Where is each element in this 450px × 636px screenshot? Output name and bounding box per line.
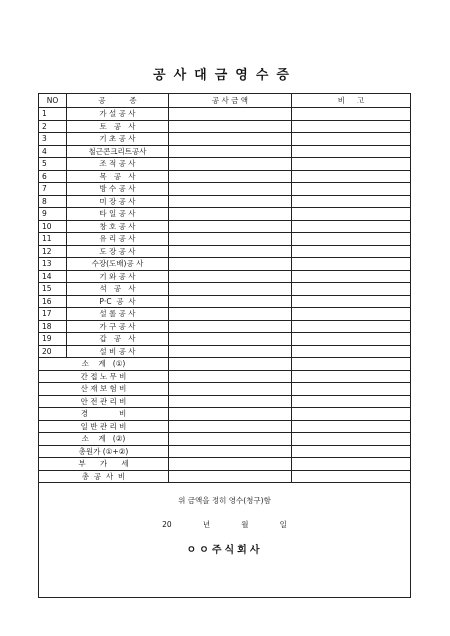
item-amount-cell[interactable] bbox=[169, 158, 292, 171]
summary-label: 안 전 관 리 비 bbox=[39, 395, 169, 408]
summary-label: 총원가 (①+②) bbox=[39, 445, 169, 458]
item-amount-cell[interactable] bbox=[169, 320, 292, 333]
item-row bbox=[39, 195, 411, 208]
item-note-cell[interactable] bbox=[292, 333, 411, 346]
summary-note-cell[interactable] bbox=[292, 358, 411, 371]
summary-amount-cell[interactable] bbox=[169, 383, 292, 396]
summary-note-cell[interactable] bbox=[292, 408, 411, 421]
item-no: 5 bbox=[39, 158, 67, 171]
item-no: 13 bbox=[39, 258, 67, 271]
item-note-cell[interactable] bbox=[292, 258, 411, 271]
item-amount-cell[interactable] bbox=[169, 283, 292, 296]
summary-amount-cell[interactable] bbox=[169, 420, 292, 433]
item-no: 16 bbox=[39, 295, 67, 308]
summary-note-cell[interactable] bbox=[292, 420, 411, 433]
item-no: 14 bbox=[39, 270, 67, 283]
item-note-cell[interactable] bbox=[292, 220, 411, 233]
item-type: P·C 공 사 bbox=[67, 295, 169, 308]
item-row bbox=[39, 295, 411, 308]
summary-label: 경 비 bbox=[39, 408, 169, 421]
item-no: 4 bbox=[39, 145, 67, 158]
item-type: 목 공 사 bbox=[67, 170, 169, 183]
item-row bbox=[39, 333, 411, 346]
item-amount-cell[interactable] bbox=[169, 133, 292, 146]
item-row bbox=[39, 133, 411, 146]
item-row bbox=[39, 345, 411, 358]
item-no: 3 bbox=[39, 133, 67, 146]
item-note-cell[interactable] bbox=[292, 345, 411, 358]
item-type: 가 구 공 사 bbox=[67, 320, 169, 333]
summary-row bbox=[39, 445, 411, 458]
item-type: 도 장 공 사 bbox=[67, 245, 169, 258]
item-note-cell[interactable] bbox=[292, 233, 411, 246]
item-note-cell[interactable] bbox=[292, 170, 411, 183]
item-amount-cell[interactable] bbox=[169, 195, 292, 208]
summary-row bbox=[39, 358, 411, 371]
item-amount-cell[interactable] bbox=[169, 108, 292, 121]
summary-label: 부 가 세 bbox=[39, 458, 169, 471]
item-row bbox=[39, 308, 411, 321]
date-line: 20 년 월 일 bbox=[162, 520, 287, 529]
summary-amount-cell[interactable] bbox=[169, 445, 292, 458]
item-type: 토 공 사 bbox=[67, 120, 169, 133]
item-type: 수장(도배)공 사 bbox=[67, 258, 169, 271]
receipt-statement: 위 금액을 정히 영수(청구)함 bbox=[178, 496, 271, 505]
item-no: 10 bbox=[39, 220, 67, 233]
item-row bbox=[39, 120, 411, 133]
footer-row bbox=[39, 483, 411, 598]
summary-amount-cell[interactable] bbox=[169, 433, 292, 446]
summary-label: 일 반 관 리 비 bbox=[39, 420, 169, 433]
item-note-cell[interactable] bbox=[292, 320, 411, 333]
summary-note-cell[interactable] bbox=[292, 433, 411, 446]
summary-amount-cell[interactable] bbox=[169, 395, 292, 408]
summary-note-cell[interactable] bbox=[292, 383, 411, 396]
item-row bbox=[39, 233, 411, 246]
item-row bbox=[39, 283, 411, 296]
item-type: 설 비 공 사 bbox=[67, 345, 169, 358]
item-amount-cell[interactable] bbox=[169, 345, 292, 358]
item-row bbox=[39, 108, 411, 121]
item-note-cell[interactable] bbox=[292, 183, 411, 196]
summary-note-cell[interactable] bbox=[292, 370, 411, 383]
header-amount: 공 사 금 액 bbox=[169, 94, 292, 108]
summary-row bbox=[39, 433, 411, 446]
item-note-cell[interactable] bbox=[292, 245, 411, 258]
item-type: 가 설 공 사 bbox=[67, 108, 169, 121]
item-row bbox=[39, 320, 411, 333]
item-type: 미 장 공 사 bbox=[67, 195, 169, 208]
item-no: 19 bbox=[39, 333, 67, 346]
item-amount-cell[interactable] bbox=[169, 145, 292, 158]
header-row bbox=[39, 94, 411, 108]
item-row bbox=[39, 258, 411, 271]
summary-row bbox=[39, 470, 411, 483]
item-no: 1 bbox=[39, 108, 67, 121]
item-type: 타 일 공 사 bbox=[67, 208, 169, 221]
item-type: 갑 공 사 bbox=[67, 333, 169, 346]
company-name: ㅇㅇ주식회사 bbox=[186, 545, 263, 556]
item-row bbox=[39, 158, 411, 171]
item-type: 조 적 공 사 bbox=[67, 158, 169, 171]
header-type: 공 종 bbox=[67, 94, 169, 108]
item-row bbox=[39, 220, 411, 233]
document-title: 공사대금영수증 bbox=[153, 68, 297, 83]
footer-cell bbox=[39, 483, 411, 598]
item-amount-cell[interactable] bbox=[169, 233, 292, 246]
item-note-cell[interactable] bbox=[292, 158, 411, 171]
item-amount-cell[interactable] bbox=[169, 183, 292, 196]
summary-label: 소 계 (②) bbox=[39, 433, 169, 446]
item-amount-cell[interactable] bbox=[169, 245, 292, 258]
item-amount-cell[interactable] bbox=[169, 220, 292, 233]
summary-row bbox=[39, 458, 411, 471]
item-note-cell[interactable] bbox=[292, 120, 411, 133]
item-no: 17 bbox=[39, 308, 67, 321]
summary-amount-cell[interactable] bbox=[169, 358, 292, 371]
item-no: 9 bbox=[39, 208, 67, 221]
item-amount-cell[interactable] bbox=[169, 295, 292, 308]
item-type: 철근콘크리트공사 bbox=[67, 145, 169, 158]
item-row bbox=[39, 208, 411, 221]
item-note-cell[interactable] bbox=[292, 145, 411, 158]
item-no: 7 bbox=[39, 183, 67, 196]
item-note-cell[interactable] bbox=[292, 283, 411, 296]
summary-amount-cell[interactable] bbox=[169, 370, 292, 383]
item-type: 석 공 사 bbox=[67, 283, 169, 296]
item-note-cell[interactable] bbox=[292, 195, 411, 208]
item-amount-cell[interactable] bbox=[169, 308, 292, 321]
item-amount-cell[interactable] bbox=[169, 333, 292, 346]
summary-label: 간 접 노 무 비 bbox=[39, 370, 169, 383]
item-amount-cell[interactable] bbox=[169, 120, 292, 133]
summary-row bbox=[39, 408, 411, 421]
summary-row bbox=[39, 395, 411, 408]
summary-label: 산 재 보 험 비 bbox=[39, 383, 169, 396]
item-no: 18 bbox=[39, 320, 67, 333]
item-row bbox=[39, 245, 411, 258]
item-type: 설 롤 공 사 bbox=[67, 308, 169, 321]
item-type: 기 초 공 사 bbox=[67, 133, 169, 146]
item-amount-cell[interactable] bbox=[169, 258, 292, 271]
item-note-cell[interactable] bbox=[292, 208, 411, 221]
receipt-table bbox=[38, 93, 411, 598]
item-no: 15 bbox=[39, 283, 67, 296]
item-type: 창 호 공 사 bbox=[67, 220, 169, 233]
item-type: 방 수 공 사 bbox=[67, 183, 169, 196]
summary-row bbox=[39, 370, 411, 383]
summary-row bbox=[39, 420, 411, 433]
header-no: NO bbox=[39, 94, 67, 108]
item-no: 20 bbox=[39, 345, 67, 358]
summary-note-cell[interactable] bbox=[292, 395, 411, 408]
summary-amount-cell[interactable] bbox=[169, 470, 292, 483]
item-no: 11 bbox=[39, 233, 67, 246]
summary-note-cell[interactable] bbox=[292, 458, 411, 471]
item-row bbox=[39, 170, 411, 183]
item-amount-cell[interactable] bbox=[169, 270, 292, 283]
item-row bbox=[39, 270, 411, 283]
item-no: 6 bbox=[39, 170, 67, 183]
summary-label: 소 계 (①) bbox=[39, 358, 169, 371]
item-no: 8 bbox=[39, 195, 67, 208]
item-note-cell[interactable] bbox=[292, 108, 411, 121]
summary-row bbox=[39, 383, 411, 396]
item-amount-cell[interactable] bbox=[169, 208, 292, 221]
item-no: 2 bbox=[39, 120, 67, 133]
summary-amount-cell[interactable] bbox=[169, 408, 292, 421]
item-note-cell[interactable] bbox=[292, 308, 411, 321]
header-note: 비 고 bbox=[292, 94, 411, 108]
item-note-cell[interactable] bbox=[292, 295, 411, 308]
item-type: 유 리 공 사 bbox=[67, 233, 169, 246]
item-no: 12 bbox=[39, 245, 67, 258]
item-row bbox=[39, 145, 411, 158]
summary-note-cell[interactable] bbox=[292, 470, 411, 483]
summary-label: 총 공 사 비 bbox=[39, 470, 169, 483]
item-type: 기 와 공 사 bbox=[67, 270, 169, 283]
item-note-cell[interactable] bbox=[292, 133, 411, 146]
item-note-cell[interactable] bbox=[292, 270, 411, 283]
item-row bbox=[39, 183, 411, 196]
summary-note-cell[interactable] bbox=[292, 445, 411, 458]
summary-amount-cell[interactable] bbox=[169, 458, 292, 471]
item-amount-cell[interactable] bbox=[169, 170, 292, 183]
